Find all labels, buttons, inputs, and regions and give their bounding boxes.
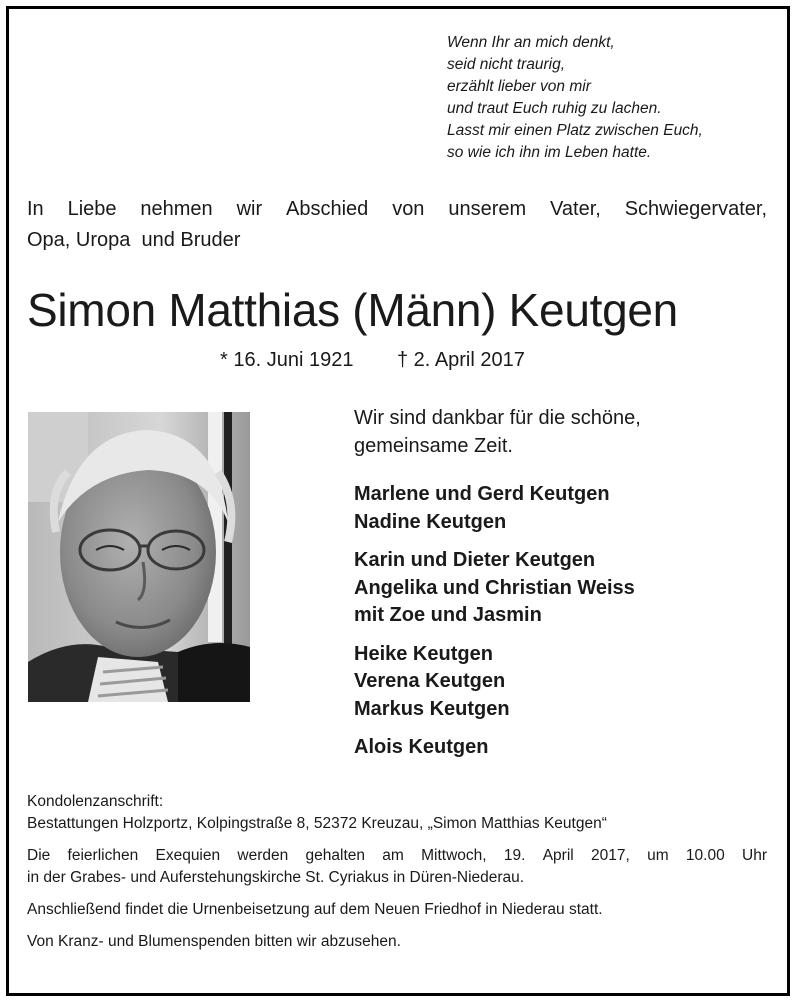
death-date: † 2. April 2017: [397, 349, 525, 371]
word: 10.00: [685, 847, 725, 864]
mourner-name: Angelika und Christian Weiss: [354, 576, 635, 599]
mourner-name: Verena Keutgen: [354, 670, 506, 692]
intro-text: [27, 194, 767, 256]
intro-line-2: Opa, Uropa und Bruder: [27, 229, 241, 251]
mourner-name: mit Zoe und Jasmin: [354, 604, 542, 626]
word: am: [382, 847, 404, 864]
poem-line: und traut Euch ruhig zu lachen.: [447, 100, 662, 117]
mourner-name: Markus Keutgen: [354, 697, 510, 720]
word: feierlichen: [67, 847, 139, 864]
word: Exequien: [155, 847, 221, 864]
mourner-name: Karin und Dieter Keutgen: [354, 549, 596, 571]
condolence-label: Kondolenzanschrift:: [27, 793, 164, 810]
word: 2017,: [591, 847, 630, 864]
service-line-2: in der Grabes- und Auferstehungskirche St. Cyriakus in Düren-Niederau.: [27, 869, 525, 886]
service-line-1: [27, 845, 767, 867]
footer-info: [27, 791, 767, 963]
mourner-name: Marlene und Gerd Keutgen: [354, 483, 610, 505]
word: Uhr: [742, 847, 767, 864]
mourner-group: [354, 481, 764, 536]
word: Liebe: [67, 198, 117, 220]
poem-line: seid nicht traurig,: [447, 56, 566, 73]
word: In: [27, 198, 44, 220]
word: gehalten: [305, 847, 366, 864]
word: April: [542, 847, 574, 864]
word: unserem: [448, 198, 527, 220]
word: 19.: [503, 847, 526, 864]
word: Abschied: [286, 198, 369, 220]
poem-line: so wie ich ihn im Leben hatte.: [447, 144, 652, 161]
mourner-group: [354, 641, 764, 724]
word: wir: [236, 198, 263, 220]
urn-burial-text: Anschließend findet die Urnenbeisetzung auf dem Neuen Friedhof in Niederau statt.: [27, 901, 603, 918]
thanks-line: Wir sind dankbar für die schöne,: [354, 407, 641, 429]
intro-line-1: [27, 194, 767, 225]
condolence-block: [27, 791, 767, 835]
mourner-group: [354, 547, 764, 630]
mourner-name: Heike Keutgen: [354, 642, 493, 665]
thanks-line: gemeinsame Zeit.: [354, 435, 513, 457]
poem-line: Wenn Ihr an mich denkt,: [447, 34, 615, 51]
word: werden: [237, 847, 289, 864]
deceased-name: Simon Matthias (Männ) Keutgen: [27, 284, 678, 336]
life-dates: [220, 346, 525, 374]
poem-line: erzählt lieber von mir: [447, 78, 591, 95]
word: Mittwoch,: [421, 847, 487, 864]
word: von: [392, 198, 425, 220]
word: Die: [27, 847, 51, 864]
mourner-group: [354, 734, 764, 762]
condolence-address: Bestattungen Holzportz, Kolpingstraße 8, 52372 Kreuzau, „Simon Matthias Keutgen“: [27, 815, 607, 832]
mourner-name: Nadine Keutgen: [354, 510, 507, 533]
portrait-photo: [28, 412, 250, 702]
word: Vater,: [550, 198, 601, 220]
flowers-note: Von Kranz- und Blumenspenden bitten wir abzusehen.: [27, 933, 401, 950]
mourners-list: [354, 481, 764, 773]
thanks-text: [354, 404, 754, 460]
service-block: [27, 845, 767, 889]
mourner-name: Alois Keutgen: [354, 736, 489, 758]
birth-date: * 16. Juni 1921: [220, 349, 354, 371]
word: um: [647, 847, 669, 864]
poem: [447, 32, 767, 164]
word: nehmen: [140, 198, 213, 220]
poem-line: Lasst mir einen Platz zwischen Euch,: [447, 122, 703, 139]
word: Schwiegervater,: [624, 198, 767, 220]
